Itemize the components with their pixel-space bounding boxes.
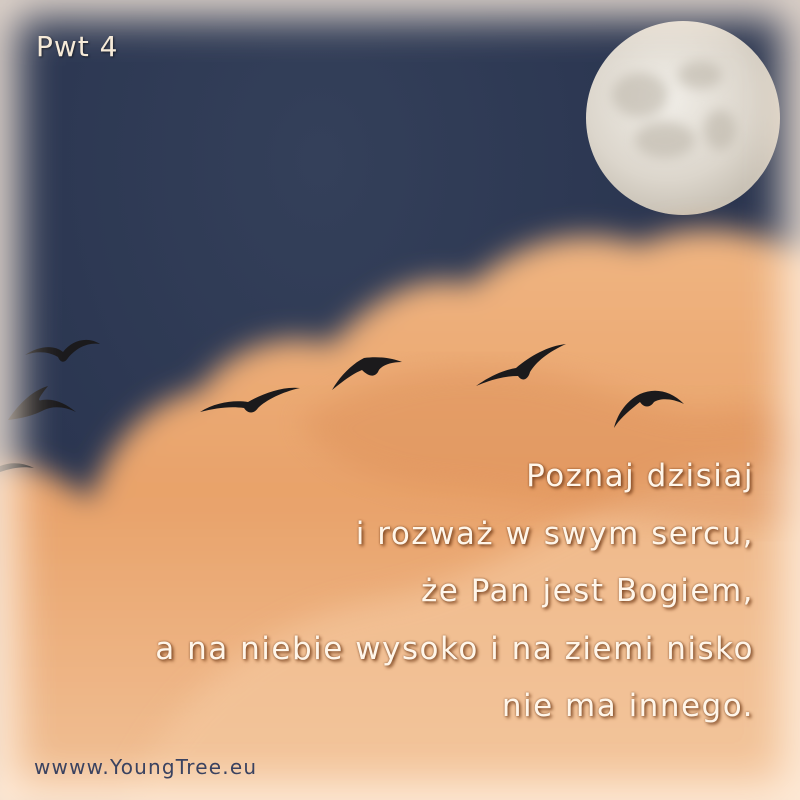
moon xyxy=(586,21,780,215)
bird-2 xyxy=(8,386,76,420)
verse-line: że Pan jest Bogiem, xyxy=(421,573,754,609)
scripture-reference: Pwt 4 xyxy=(36,30,119,63)
bird-1 xyxy=(25,340,100,362)
verse-line: a na niebie wysoko i na ziemi nisko xyxy=(155,630,754,667)
website-watermark: wwww.YoungTree.eu xyxy=(34,755,258,779)
verse-line: nie ma innego. xyxy=(501,688,754,724)
verse-line: i rozważ w swym sercu, xyxy=(355,515,754,552)
verse-text xyxy=(155,448,754,736)
verse-line: Poznaj dzisiaj xyxy=(526,458,754,494)
